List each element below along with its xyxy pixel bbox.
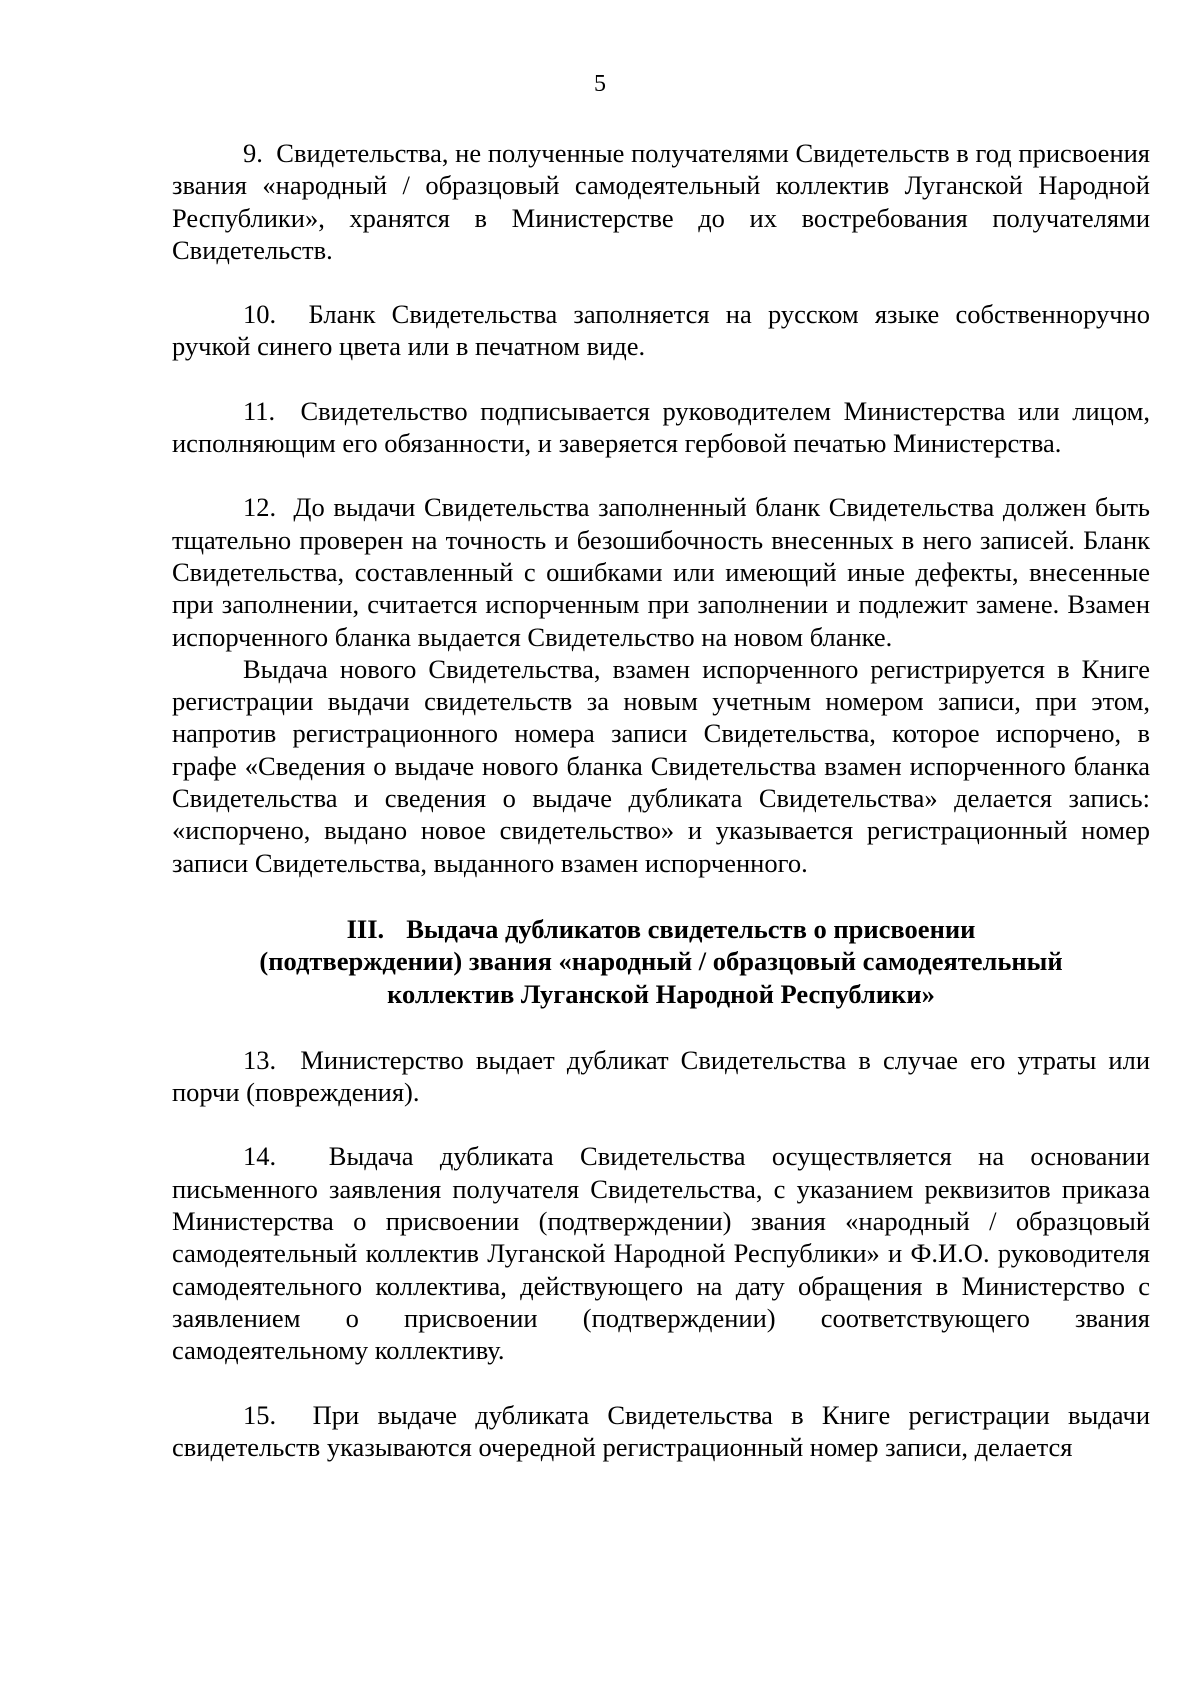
section-heading-line-1 [172,913,1150,945]
section-heading-line-3: коллектив Луганской Народной Республики» [387,978,935,1009]
paragraph-11 [172,395,1150,460]
paragraph-number: 12. [243,492,277,523]
paragraph-text: При выдаче дубликата Свидетельства в Книге регистрации выдачи свидетельств указываются очередной регистрационный номер записи, делается [172,1399,1151,1462]
paragraph-text: До выдачи Свидетельства заполненный бланк Свидетельства должен быть тщательно проверен на точность и безошибочность внесенных в него записей. Бланк Свидетельства, составленный с ошибками или имеющий иные дефекты, внесенные при заполнении, считается испорченным при заполнении и подлежит замене. Взамен испорченного бланка выдается Свидетельство на новом бланке. [172,492,1151,652]
paragraph-text: Выдача дубликата Свидетельства осуществляется на основании письменного заявления получателя Свидетельства, с указанием реквизитов приказа Министерства о присвоении (подтверждении) звания «народный / образцовый самодеятельный коллектив Луганской Народной Республики» и Ф.И.О. руководителя самодеятельного коллектива, действующего на дату обращения в Министерство с заявлением о присвоении (подтверждении) соответствующего звания самодеятельному коллективу. [172,1141,1150,1366]
paragraph-text: Бланк Свидетельства заполняется на русском языке собственноручно ручкой синего цвета или в печатном виде. [172,299,1151,362]
section-number: III. [346,913,385,944]
section-heading-line-2: (подтверждении) звания «народный / образцовый самодеятельный [259,946,1063,977]
paragraph-text: Свидетельство подписывается руководителем Министерства или лицом, исполняющим его обязанности, и заверяется гербовой печатью Министерства. [172,395,1150,459]
paragraph-number: 10. [243,299,277,330]
paragraph-number: 15. [243,1399,277,1430]
paragraph-number: 13. [243,1044,277,1075]
document-body [172,137,1150,1463]
paragraph-14 [172,1140,1150,1366]
section-title-part-1: Выдача дубликатов свидетельств о присвоении [406,913,976,944]
paragraph-number: 9. [243,138,263,168]
paragraph-text: Свидетельства, не полученные получателями Свидетельств в год присвоения звания «народный / образцовый самодеятельный коллектив Луганской Народной Республики», хранятся в Министерстве до их востребования получателями Свидетельств. [172,138,1150,265]
paragraph-13 [172,1044,1150,1109]
paragraph-number: 11. [243,395,276,426]
paragraph-text: Министерство выдает дубликат Свидетельства в случае его утраты или порчи (повреждения). [172,1044,1151,1108]
paragraph-9 [172,137,1150,266]
section-heading [172,913,1150,1010]
paragraph-10 [172,298,1150,363]
page-number: 5 [594,71,606,97]
paragraph-12-continuation: Выдача нового Свидетельства, взамен испорченного регистрируется в Книге регистрации выдачи свидетельств за новым учетным номером записи, при этом, напротив регистрационного номера записи Свидетельства, которое испорчено, в графе «Сведения о выдаче нового бланка Свидетельства взамен испорченного бланка Свидетельства и сведения о выдаче дубликата Свидетельства» делается запись: «испорчено, выдано новое свидетельство» и указывается регистрационный номер записи Свидетельства, выданного взамен испорченного. [172,653,1150,878]
paragraph-15 [172,1399,1150,1464]
paragraph-12 [172,491,1150,652]
paragraph-number: 14. [243,1141,277,1172]
